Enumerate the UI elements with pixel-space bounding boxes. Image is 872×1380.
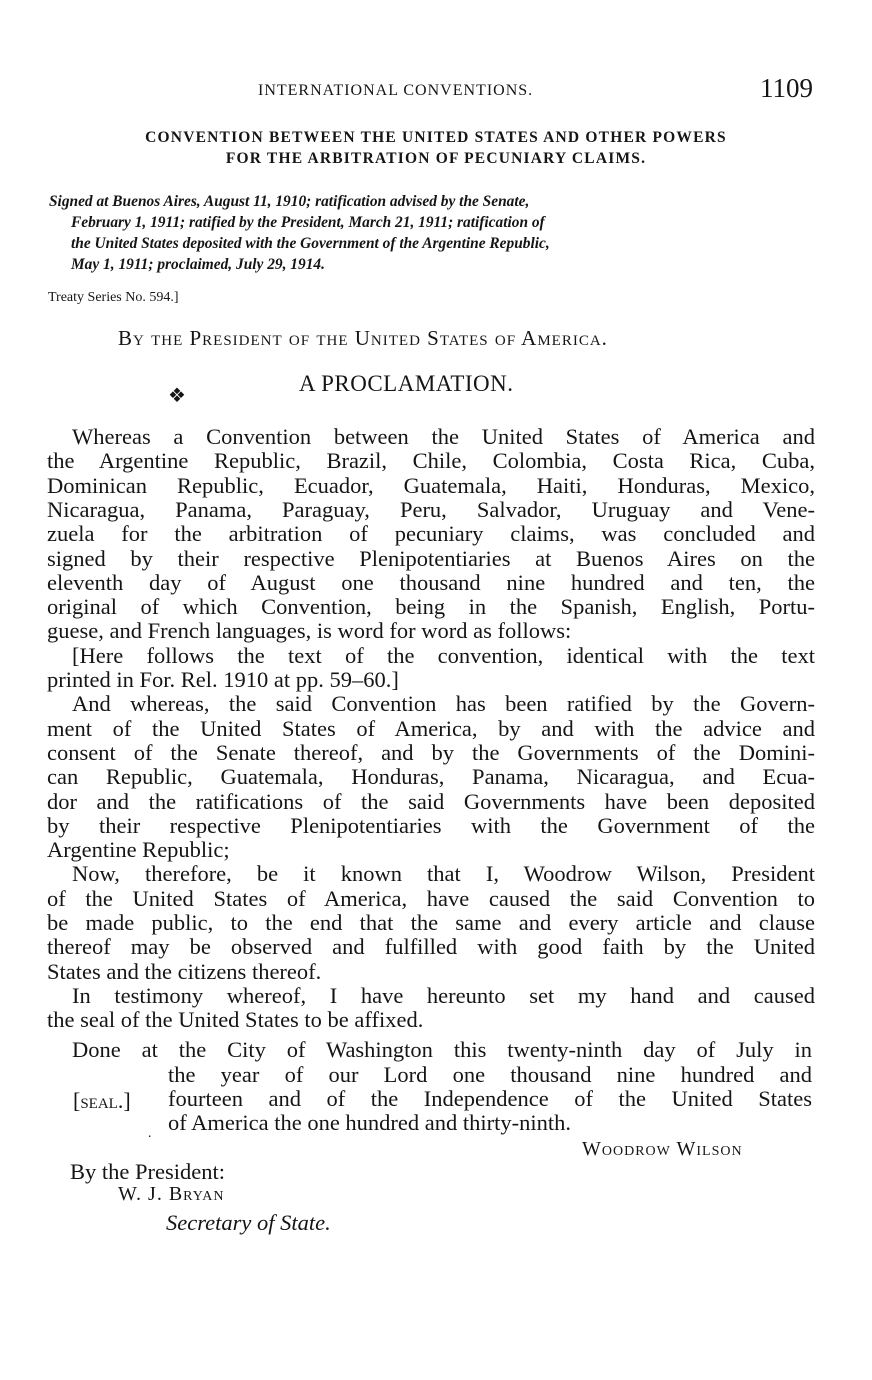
by-the-president-heading: By the President of the United States of America. <box>118 326 608 350</box>
paragraph-and-whereas-line: dor and the ratifications of the said Governments have been deposited <box>47 788 815 814</box>
secretary-signature: W. J. Bryan <box>118 1183 225 1205</box>
page-number: 1109 <box>760 73 813 103</box>
stray-dot: . <box>148 1126 152 1141</box>
secretary-title: Secretary of State. <box>166 1210 331 1235</box>
convention-title-line-1: CONVENTION BETWEEN THE UNITED STATES AND OTHER POWERS <box>145 129 727 146</box>
signed-note-line-1: Signed at Buenos Aires, August 11, 1910; ratification advised by the Senate, <box>49 193 530 210</box>
paragraph-and-whereas-line: by their respective Plenipotentiaries with the Government of the <box>47 812 815 838</box>
paragraph-whereas-line: Nicaragua, Panama, Paraguay, Peru, Salvador, Uruguay and Vene- <box>47 496 815 522</box>
paragraph-in-testimony-line: In testimony whereof, I have hereunto set my hand and caused <box>72 982 815 1008</box>
by-the-president-line: By the President: <box>70 1159 225 1184</box>
proclamation-heading: A PROCLAMATION. <box>299 371 514 396</box>
paragraph-and-whereas-line: ment of the United States of America, by and with the advice and <box>47 715 815 741</box>
signed-note-line-4: May 1, 1911; proclaimed, July 29, 1914. <box>71 256 325 273</box>
paragraph-now-therefore-line: thereof may be observed and fulfilled with good faith by the United <box>47 934 815 960</box>
signed-note-line-2: February 1, 1911; ratified by the President, March 21, 1911; ratification of <box>71 214 545 231</box>
signed-note-line-3: the United States deposited with the Government of the Argentine Republic, <box>71 235 550 252</box>
done-at-line: of America the one hundred and thirty-ninth. <box>168 1110 572 1136</box>
paragraph-here-follows-line: printed in For. Rel. 1910 at pp. 59–60.] <box>47 667 399 692</box>
paragraph-whereas-line: eleventh day of August one thousand nine hundred and ten, the <box>47 569 815 595</box>
paragraph-whereas-line: Whereas a Convention between the United States of America and <box>72 424 815 449</box>
paragraph-and-whereas-line: Argentine Republic; <box>47 837 230 863</box>
paragraph-whereas-line: original of which Convention, being in the Spanish, English, Portu- <box>47 594 815 620</box>
paragraph-whereas-line: the Argentine Republic, Brazil, Chile, Colombia, Costa Rica, Cuba, <box>47 448 815 474</box>
paragraph-whereas-line: Dominican Republic, Ecuador, Guatemala, Haiti, Honduras, Mexico, <box>47 472 815 498</box>
paragraph-whereas-line: signed by their respective Plenipotentiaries at Buenos Aires on the <box>47 545 815 571</box>
done-at-first-line: Done at the City of Washington this twenty-ninth day of July in <box>72 1037 812 1062</box>
paragraph-in-testimony-line: the seal of the United States to be affixed. <box>47 1007 424 1033</box>
convention-title-line-2: FOR THE ARBITRATION OF PECUNIARY CLAIMS. <box>225 150 647 167</box>
paragraph-now-therefore-line: Now, therefore, be it known that I, Woodrow Wilson, President <box>72 861 815 887</box>
paragraph-now-therefore-line: be made public, to the end that the same and every article and clause <box>47 910 815 935</box>
done-at-line: fourteen and of the Independence of the United States <box>168 1085 812 1111</box>
paragraph-whereas-line: zuela for the arbitration of pecuniary claims, was concluded and <box>47 521 815 547</box>
paragraph-and-whereas-line: can Republic, Guatemala, Honduras, Panama, Nicaragua, and Ecua- <box>47 764 815 790</box>
president-signature: Woodrow Wilson <box>582 1138 743 1160</box>
stray-print-mark: ❖ <box>168 385 186 407</box>
paragraph-now-therefore-line: of the United States of America, have caused the said Convention to <box>47 885 815 911</box>
done-at-line: the year of our Lord one thousand nine hundred and <box>168 1061 812 1087</box>
paragraph-and-whereas-line: consent of the Senate thereof, and by the Governments of the Domini- <box>47 739 815 765</box>
paragraph-now-therefore-line: States and the citizens thereof. <box>47 958 322 984</box>
seal-label: [seal.] <box>73 1088 131 1113</box>
paragraph-here-follows-line: [Here follows the text of the convention, identical with the text <box>72 642 815 668</box>
paragraph-whereas-line: guese, and French languages, is word for word as follows: <box>47 618 572 644</box>
running-head: INTERNATIONAL CONVENTIONS. <box>258 82 534 99</box>
treaty-series-number: Treaty Series No. 594.] <box>48 290 179 305</box>
paragraph-and-whereas-line: And whereas, the said Convention has been ratified by the Govern- <box>72 691 815 717</box>
